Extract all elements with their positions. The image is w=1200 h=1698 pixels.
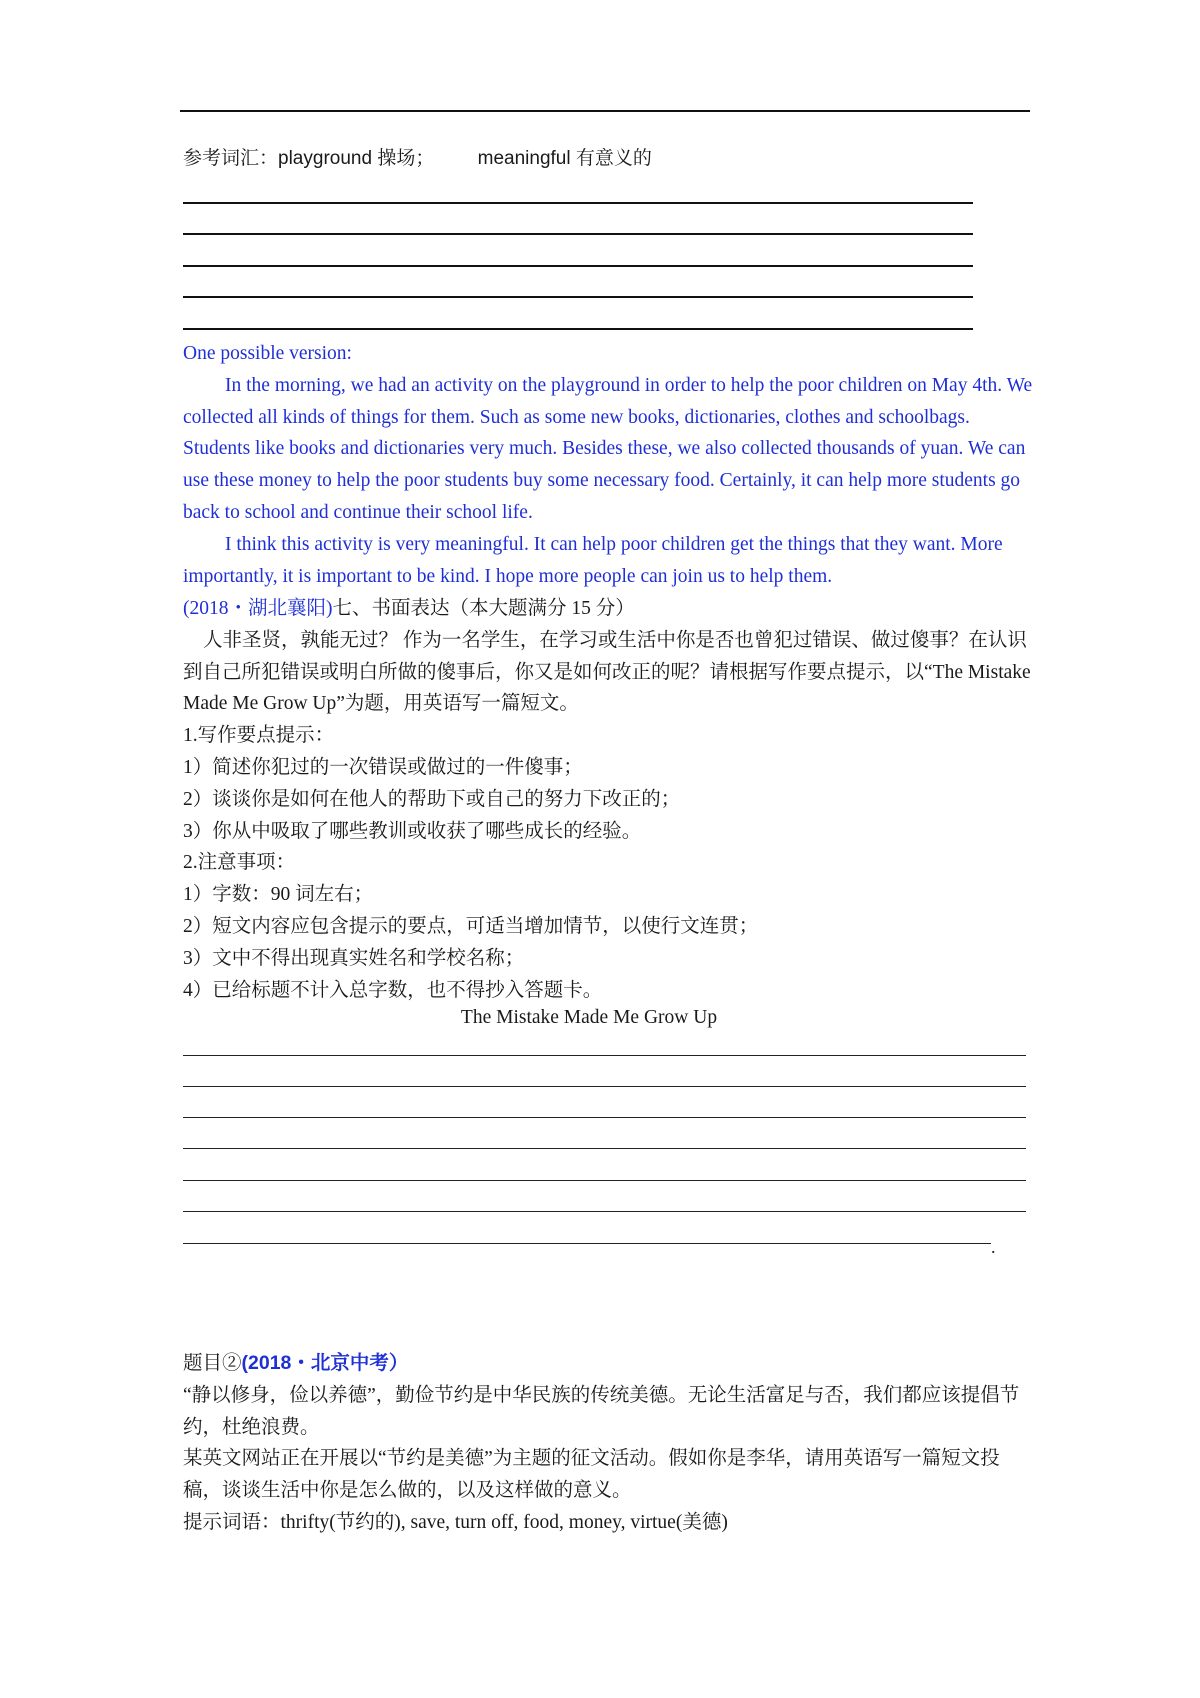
writing-line[interactable]: [183, 1180, 1026, 1181]
task-1-intro: 人非圣贤，孰能无过？ 作为一名学生，在学习或生活中你是否也曾犯过错误、做过傻事？在认识到自己所犯错误或明白所做的傻事后，你又是如何改正的呢？请根据写作要点提示，以“The Mistake Made Me Grow Up”为题，用英语写一篇短文。: [183, 629, 1031, 715]
note-item: 2）短文内容应包含提示的要点，可适当增加情节，以使行文连贯；: [183, 915, 759, 937]
answer-line: [183, 296, 973, 298]
vocab-label: 参考词汇：: [183, 148, 279, 169]
writing-line[interactable]: [183, 1148, 1026, 1149]
answer-line: [183, 233, 973, 235]
writing-line[interactable]: [183, 1211, 1026, 1212]
task-1-section: 七、书面表达（本大题满分 15 分）: [332, 598, 635, 619]
task-1-source: (2018・湖北襄阳): [183, 598, 333, 619]
answer-line: [183, 328, 973, 330]
vocab-line: [183, 146, 1033, 172]
answer-line: [183, 202, 973, 204]
sample-answer: [183, 338, 1033, 592]
note-item: 4）已给标题不计入总字数，也不得抄入答题卡。: [183, 979, 603, 1001]
essay-title: The Mistake Made Me Grow Up: [460, 1007, 718, 1028]
vocab-word-1: playground: [278, 148, 373, 169]
writing-line[interactable]: [183, 1117, 1026, 1118]
task-2-paragraph-2: 某英文网站正在开展以“节约是美德”为主题的征文活动。假如你是李华，请用英语写一篇短文投稿，谈谈生活中你是怎么做的，以及这样做的意义。: [183, 1448, 1000, 1502]
sample-heading: One possible version:: [183, 343, 352, 364]
points-title: 1.写作要点提示：: [183, 725, 335, 747]
notes-title: 2.注意事项：: [183, 852, 296, 874]
answer-line: [183, 265, 973, 267]
point-item: 3）你从中吸取了哪些教训或收获了哪些成长的经验。: [183, 820, 642, 842]
note-item: 3）文中不得出现真实姓名和学校名称；: [183, 947, 525, 969]
end-mark: .: [991, 1237, 996, 1257]
task-1: [183, 593, 1033, 1006]
vocab-word-2: meaningful: [477, 148, 571, 169]
sample-paragraph-2: I think this activity is very meaningful. It can help poor children get the things that they want. More importantly, it is important to be kind. I hope more people can join us to help them.: [183, 533, 1003, 587]
task-2-label: 题目②: [183, 1353, 242, 1374]
task-2-hint: 提示词语：thrifty(节约的), save, turn off, food, money, virtue(美德): [183, 1511, 728, 1533]
point-item: 2）谈谈你是如何在他人的帮助下或自己的努力下改正的；: [183, 788, 681, 810]
header-rule: [180, 110, 1030, 112]
sample-paragraph-1: In the morning, we had an activity on the playground in order to help the poor children on May 4th. We collected all kinds of things for them. Such as some new books, dictionaries, clothes and schoolbags. Students like books and dictionaries very much. Besides these, we also collected thousands of yuan. We can use these money to help the poor students buy some necessary food. Certainly, it can help more students go back to school and continue their school life.: [183, 374, 1033, 523]
writing-line[interactable]: [183, 1055, 1026, 1056]
note-item: 1）字数：90 词左右；: [183, 884, 374, 906]
point-item: 1）简述你犯过的一次错误或做过的一件傻事；: [183, 756, 583, 778]
task-1-heading: [183, 593, 1033, 625]
task-2-source: (2018・北京中考）: [241, 1352, 409, 1374]
writing-line[interactable]: [183, 1243, 991, 1244]
task-2: [183, 1348, 1033, 1539]
task-2-paragraph-1: “静以修身，俭以养德”，勤俭节约是中华民族的传统美德。无论生活富足与否，我们都应该提倡节约，杜绝浪费。: [183, 1384, 1020, 1438]
writing-line[interactable]: [183, 1086, 1026, 1087]
task-2-heading: [183, 1348, 1033, 1380]
vocab-meaning-2: 有意义的: [575, 148, 652, 169]
vocab-meaning-1: 操场；: [377, 148, 435, 169]
